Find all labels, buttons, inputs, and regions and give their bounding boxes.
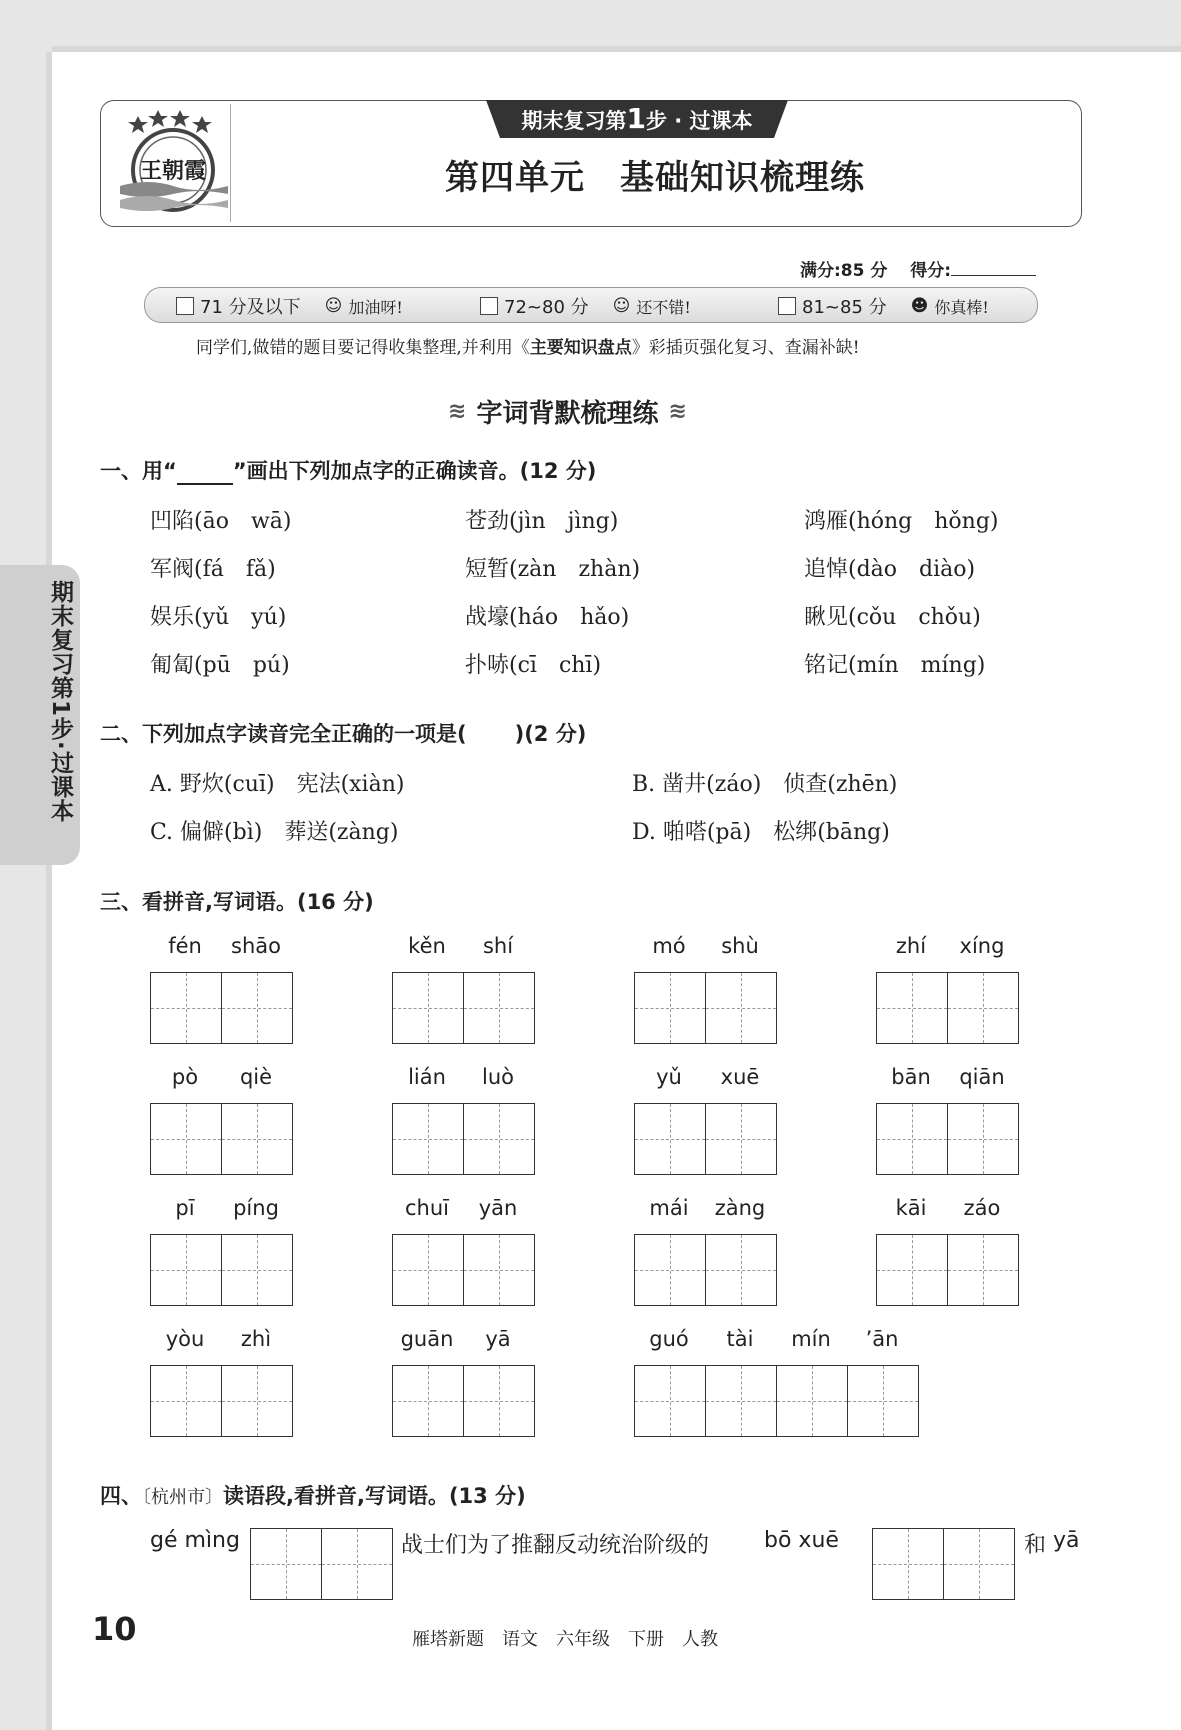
pinyin-label: kěn [408, 934, 446, 958]
svg-text:王朝霞: 王朝霞 [139, 158, 207, 184]
pinyin-label: kāi [895, 1196, 927, 1220]
answer-cell[interactable] [706, 1366, 777, 1436]
pinyin-label: mó [652, 934, 686, 958]
answer-cell[interactable] [948, 973, 1018, 1043]
answer-cell[interactable] [873, 1529, 944, 1599]
answer-cell[interactable] [222, 1366, 292, 1436]
grade-option-mid: 72~80 分 ☺ 还不错! [480, 293, 691, 319]
answer-cell[interactable] [322, 1529, 392, 1599]
score-label: 得分: [910, 261, 952, 281]
pinyin-label: xíng [959, 934, 1005, 958]
pinyin-label: shù [721, 934, 759, 958]
pinyin-label: yǔ [656, 1065, 682, 1089]
grade-checkbox[interactable] [480, 297, 498, 315]
answer-cell[interactable] [393, 1366, 464, 1436]
answer-cell[interactable] [877, 1235, 948, 1305]
answer-cell[interactable] [151, 1104, 222, 1174]
pinyin-label: záo [963, 1196, 1001, 1220]
q1-item[interactable]: 战壕(háo hǎo) [465, 605, 630, 630]
pinyin-label: luò [482, 1065, 514, 1089]
pinyin-label: chuī [405, 1196, 449, 1220]
q1-item[interactable]: 扑哧(cī chī) [465, 653, 602, 678]
q4-title: 四、〔杭州市〕读语段,看拼音,写词语。(13 分) [100, 1484, 526, 1508]
q3-title: 三、看拼音,写词语。(16 分) [100, 890, 374, 914]
q4-pinyin-1: gé mìng [150, 1528, 240, 1553]
pinyin-label: shí [482, 934, 514, 958]
q1-item[interactable]: 凹陷(āo wā) [150, 509, 292, 534]
q4-pinyin-3: yā [1053, 1528, 1080, 1553]
pinyin-label: guān [400, 1327, 454, 1351]
q2-option-c[interactable]: C. 偏僻(bì) 葬送(zàng) [150, 820, 399, 845]
full-score: 满分:85 分 [800, 261, 888, 281]
grade-checkbox[interactable] [778, 297, 796, 315]
grade-option-high: 81~85 分 ☻ 你真棒! [778, 293, 989, 319]
footer-text: 雁塔新题 语文 六年级 下册 人教 [412, 1629, 718, 1650]
answer-cell[interactable] [948, 1104, 1018, 1174]
pinyin-label: yā [485, 1327, 511, 1351]
answer-cell[interactable] [635, 1366, 706, 1436]
q4-pinyin-2: bō xuē [764, 1528, 839, 1553]
pinyin-label: mái [649, 1196, 689, 1220]
q1-item[interactable]: 军阀(fá fǎ) [150, 557, 276, 582]
answer-cell[interactable] [944, 1529, 1014, 1599]
answer-cell[interactable] [393, 1235, 464, 1305]
answer-cell[interactable] [393, 973, 464, 1043]
page-number: 10 [92, 1610, 137, 1648]
answer-cell[interactable] [151, 1235, 222, 1305]
pinyin-label: qiè [239, 1065, 273, 1089]
wave-icon: ≋ [448, 399, 467, 424]
q1-item[interactable]: 苍劲(jìn jìng) [465, 509, 619, 534]
q1-item[interactable]: 鸿雁(hóng hǒng) [804, 509, 999, 534]
pinyin-label: yòu [165, 1327, 205, 1351]
pinyin-label: zhì [240, 1327, 272, 1351]
answer-cell[interactable] [848, 1366, 918, 1436]
answer-cell[interactable] [464, 973, 534, 1043]
pinyin-label: tài [726, 1327, 754, 1351]
notice-text: 同学们,做错的题目要记得收集整理,并利用《主要知识盘点》彩插页强化复习、查漏补缺! [196, 338, 860, 358]
pinyin-label: xuē [720, 1065, 760, 1089]
pinyin-label: zàng [714, 1196, 766, 1220]
q2-title: 二、下列加点字读音完全正确的一项是( )(2 分) [100, 722, 587, 746]
pinyin-label: zhí [895, 934, 927, 958]
answer-cell[interactable] [948, 1235, 1018, 1305]
answer-cell[interactable] [464, 1366, 534, 1436]
side-tab-label: 期末复习第1步·过课本 [47, 580, 73, 823]
answer-cell[interactable] [877, 973, 948, 1043]
answer-cell[interactable] [464, 1235, 534, 1305]
answer-cell[interactable] [706, 1104, 776, 1174]
unit-title: 第四单元 基础知识梳理练 [445, 158, 865, 198]
grade-option-low: 71 分及以下 ☺ 加油呀! [176, 293, 403, 319]
q1-title: 一、用“ ”画出下列加点字的正确读音。(12 分) [100, 459, 597, 483]
answer-cell[interactable] [635, 973, 706, 1043]
pinyin-label: mín [791, 1327, 831, 1351]
answer-cell[interactable] [706, 1235, 776, 1305]
q4-text: 战士们为了推翻反动统治阶级的 [401, 1533, 710, 1558]
answer-cell[interactable] [635, 1235, 706, 1305]
pinyin-label: qiān [959, 1065, 1005, 1089]
q1-item[interactable]: 瞅见(cǒu chǒu) [804, 605, 981, 630]
answer-cell[interactable] [877, 1104, 948, 1174]
happy-face-icon: ☻ [910, 296, 929, 316]
pinyin-label: yān [478, 1196, 518, 1220]
answer-cell[interactable] [393, 1104, 464, 1174]
q1-item[interactable]: 铭记(mín míng) [804, 653, 986, 678]
q1-item[interactable]: 追悼(dào diào) [804, 557, 976, 582]
grade-checkbox[interactable] [176, 297, 194, 315]
answer-cell[interactable] [151, 973, 222, 1043]
pinyin-label: bān [891, 1065, 931, 1089]
answer-cell[interactable] [706, 973, 776, 1043]
answer-cell[interactable] [222, 973, 292, 1043]
wave-icon: ≋ [668, 399, 687, 424]
q4-text-2: 和 [1024, 1533, 1047, 1558]
answer-cell[interactable] [251, 1529, 322, 1599]
answer-cell[interactable] [464, 1104, 534, 1174]
q1-item[interactable]: 短暂(zàn zhàn) [465, 557, 641, 582]
section-title: ≋ 字词背默梳理练 ≋ [448, 399, 687, 429]
answer-cell[interactable] [151, 1366, 222, 1436]
pinyin-label: píng [233, 1196, 279, 1220]
pinyin-label: ’ān [865, 1327, 899, 1351]
score-line [800, 256, 1036, 281]
pinyin-label: pī [175, 1196, 195, 1220]
pinyin-label: shāo [231, 934, 281, 958]
publisher-logo [118, 108, 230, 218]
q2-option-a[interactable]: A. 野炊(cuī) 宪法(xiàn) [150, 772, 405, 797]
q1-item[interactable]: 娱乐(yǔ yú) [150, 605, 287, 630]
pinyin-label: guó [649, 1327, 689, 1351]
answer-cell[interactable] [222, 1104, 292, 1174]
answer-cell[interactable] [635, 1104, 706, 1174]
q2-option-d[interactable]: D. 啪嗒(pā) 松绑(bāng) [632, 820, 890, 845]
review-step-tab: 期末复习第1步 · 过课本 [521, 102, 753, 135]
q1-item[interactable]: 匍匐(pū pú) [150, 653, 290, 678]
score-blank[interactable] [951, 261, 1036, 276]
answer-cell[interactable] [777, 1366, 848, 1436]
pinyin-label: pò [171, 1065, 199, 1089]
q2-option-b[interactable]: B. 凿井(záo) 侦查(zhēn) [632, 772, 898, 797]
cheer-face-icon: ☺ [324, 296, 343, 316]
answer-cell[interactable] [222, 1235, 292, 1305]
pinyin-label: lián [408, 1065, 446, 1089]
pinyin-label: fén [168, 934, 202, 958]
smile-face-icon: ☺ [612, 296, 631, 316]
